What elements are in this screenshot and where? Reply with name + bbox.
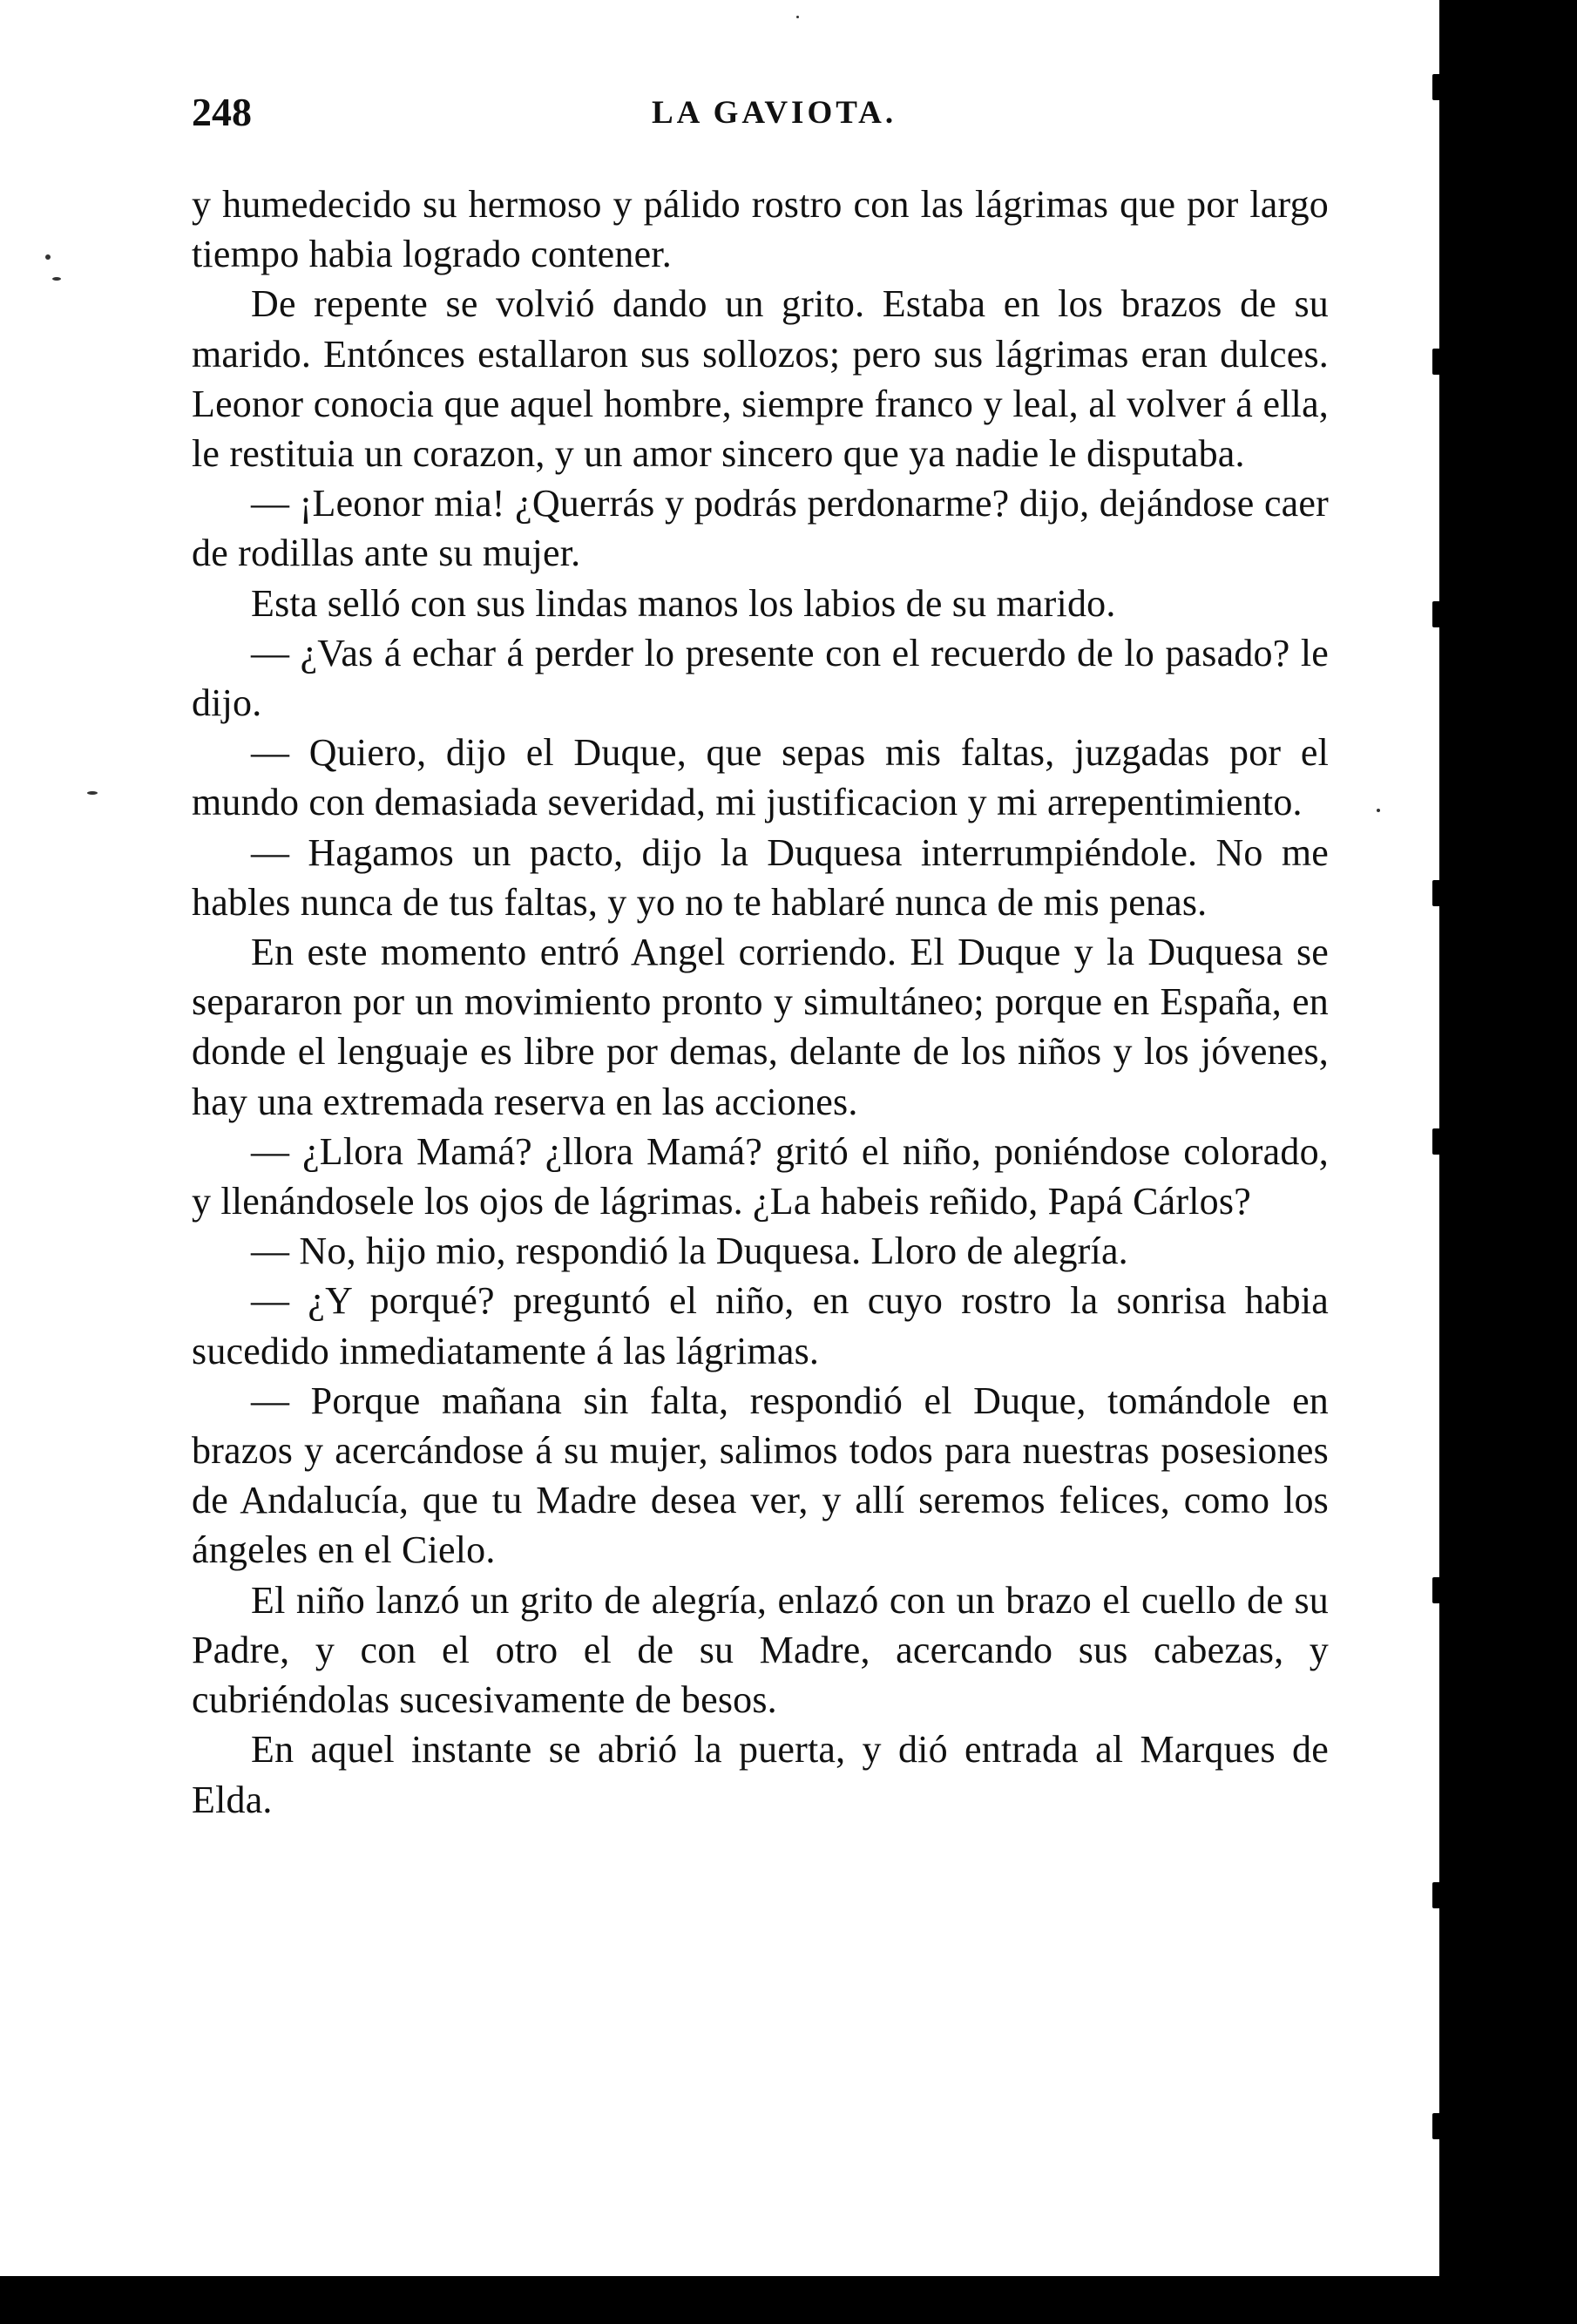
paragraph: y humedecido su hermoso y pálido rostro con las lágrimas que por largo tiempo habia logrado contener. xyxy=(192,183,1329,276)
page-number: 248 xyxy=(192,90,252,134)
scan-bottom-border xyxy=(0,2276,1577,2324)
scan-edge-notch xyxy=(1432,1882,1442,1908)
paragraph: — ¿Y porqué? preguntó el niño, en cuyo rostro la sonrisa habia sucedido inmediatamente á las lágrimas. xyxy=(192,1279,1329,1372)
scan-edge-notch xyxy=(1432,2113,1442,2139)
paragraph: — ¿Llora Mamá? ¿llora Mamá? gritó el niño, poniéndose colorado, y llenándosele los ojos de lágrimas. ¿La habeis reñido, Papá Cárlos? xyxy=(192,1129,1329,1223)
paragraph: — ¡Leonor mia! ¿Querrás y podrás perdonarme? dijo, dejándose caer de rodillas ante su mujer. xyxy=(192,482,1329,575)
paragraph: En este momento entró Angel corriendo. El Duque y la Duquesa se separaron por un movimiento pronto y simultáneo; porque en España, en donde el lenguaje es libre por demas, delante de los niños y los jóvenes, hay una extremada reserva en las acciones. xyxy=(192,931,1329,1123)
paragraph: — No, hijo mio, respondió la Duquesa. Lloro de alegría. xyxy=(251,1230,1128,1273)
paragraph: El niño lanzó un grito de alegría, enlazó con un brazo el cuello de su Padre, y con el otro el de su Madre, acercando sus cabezas, y cubriéndolas sucesivamente de besos. xyxy=(192,1578,1329,1722)
scan-speck xyxy=(45,254,51,260)
scan-edge-notch xyxy=(1432,1577,1442,1603)
scan-speck xyxy=(796,16,799,18)
paragraph: — ¿Vas á echar á perder lo presente con el recuerdo de lo pasado? le dijo. xyxy=(192,631,1329,725)
paragraph: Esta selló con sus lindas manos los labios de su marido. xyxy=(251,581,1116,625)
scan-speck xyxy=(87,791,98,795)
scan-edge-notch xyxy=(1432,74,1442,100)
scan-speck xyxy=(52,277,61,281)
paragraph: En aquel instante se abrió la puerta, y dió entrada al Marques de Elda. xyxy=(192,1728,1329,1821)
scan-right-border xyxy=(1439,0,1577,2324)
running-title: LA GAVIOTA. xyxy=(652,95,897,131)
scan-speck xyxy=(1377,809,1380,812)
paragraph: — Quiero, dijo el Duque, que sepas mis faltas, juzgadas por el mundo con demasiada severidad, mi justificacion y mi arrepentimiento. xyxy=(192,731,1329,824)
body-text xyxy=(192,180,1329,1825)
scan-edge-notch xyxy=(1432,349,1442,375)
scan-edge-notch xyxy=(1432,1128,1442,1155)
paragraph: — Porque mañana sin falta, respondió el Duque, tomándole en brazos y acercándose á su mujer, salimos todos para nuestras posesiones de Andalucía, que tu Madre desea ver, y allí seremos felices, como los ángeles en el Cielo. xyxy=(192,1379,1329,1572)
scan-edge-notch xyxy=(1432,880,1442,906)
scan-edge-notch xyxy=(1432,601,1442,627)
paragraph: — Hagamos un pacto, dijo la Duquesa interrumpiéndole. No me hables nunca de tus faltas, y yo no te hablaré nunca de mis penas. xyxy=(192,830,1329,924)
paragraph: De repente se volvió dando un grito. Estaba en los brazos de su marido. Entónces estallaron sus sollozos; pero sus lágrimas eran dulces. Leonor conocia que aquel hombre, siempre franco y leal, al volver á ella, le restituia un corazon, y un amor sincero que ya nadie le disputaba. xyxy=(192,282,1329,476)
